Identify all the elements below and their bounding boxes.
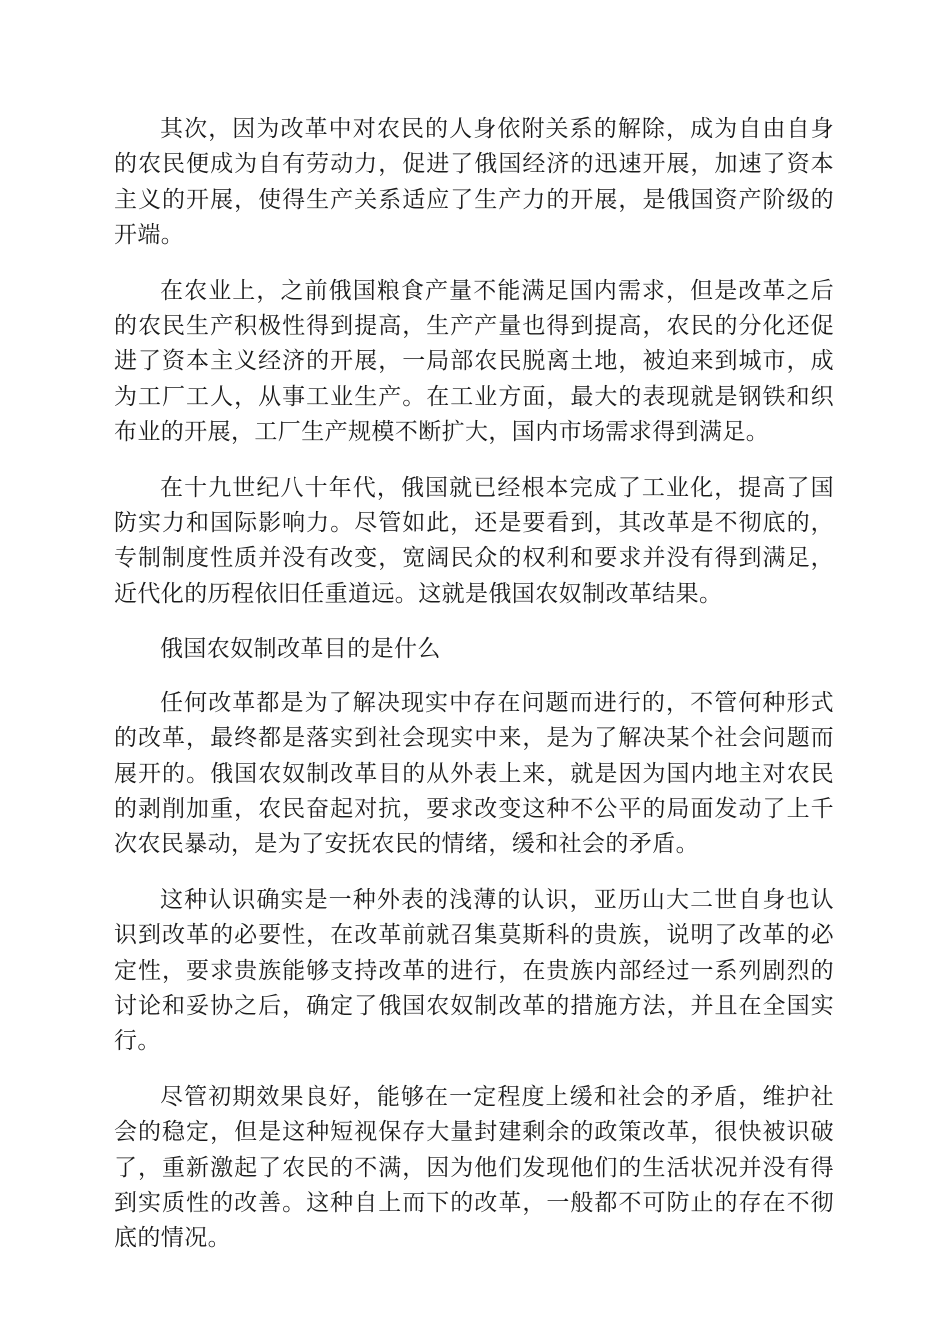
document-body (114, 112, 834, 1277)
section-heading: 俄国农奴制改革目的是什么 (160, 636, 441, 663)
paragraph-2: 在农业上，之前俄国粮食产量不能满足国内需求，但是改革之后的农民生产积极性得到提高，生产产量也得到提高，农民的分化还促进了资本主义经济的开展，一局部农民脱离土地，被迫来到城市，成为工厂工人，从事工业生产。在工业方面，最大的表现就是钢铁和织布业的开展，工厂生产规模不断扩大，国内市场需求得到满足。 (114, 277, 834, 446)
paragraph-5: 这种认识确实是一种外表的浅薄的认识，亚历山大二世自身也认识到改革的必要性，在改革前就召集莫斯科的贵族，说明了改革的必定性，要求贵族能够支持改革的进行，在贵族内部经过一系列剧烈的讨论和妥协之后，确定了俄国农奴制改革的措施方法，并且在全国实行。 (114, 886, 834, 1055)
paragraph-1: 其次，因为改革中对农民的人身依附关系的解除，成为自由自身的农民便成为自有劳动力，促进了俄国经济的迅速开展，加速了资本主义的开展，使得生产关系适应了生产力的开展，是俄国资产阶级的开端。 (114, 116, 834, 249)
paragraph-6: 尽管初期效果良好，能够在一定程度上缓和社会的矛盾，维护社会的稳定，但是这种短视保存大量封建剩余的政策改革，很快被识破了，重新激起了农民的不满，因为他们发现他们的生活状况并没有得到实质性的改善。这种自上而下的改革，一般都不可防止的存在不彻底的情况。 (114, 1083, 834, 1252)
paragraph-3: 在十九世纪八十年代，俄国就已经根本完成了工业化，提高了国防实力和国际影响力。尽管如此，还是要看到，其改革是不彻底的，专制制度性质并没有改变，宽阔民众的权利和要求并没有得到满足，近代化的历程依旧任重道远。这就是俄国农奴制改革结果。 (114, 474, 834, 607)
paragraph-4: 任何改革都是为了解决现实中存在问题而进行的，不管何种形式的改革，最终都是落实到社会现实中来，是为了解决某个社会问题而展开的。俄国农奴制改革目的从外表上来，就是因为国内地主对农民的剥削加重，农民奋起对抗，要求改变这种不公平的局面发动了上千次农民暴动，是为了安抚农民的情绪，缓和社会的矛盾。 (114, 689, 834, 858)
